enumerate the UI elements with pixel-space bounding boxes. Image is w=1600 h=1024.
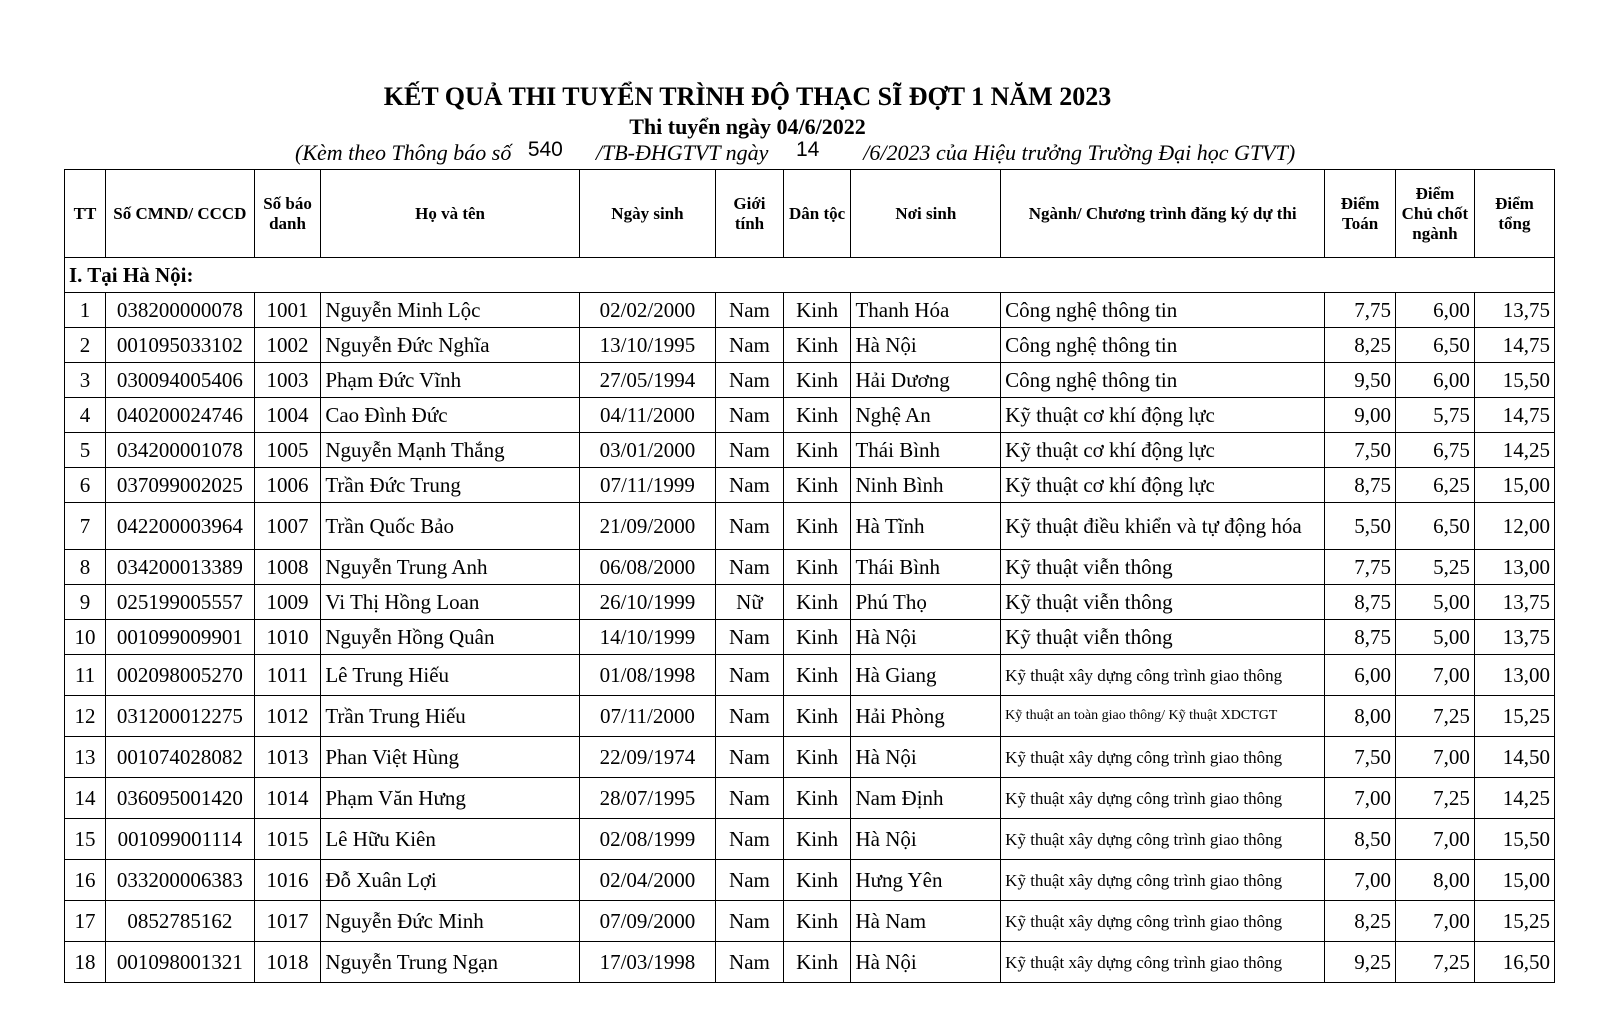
cell-dob: 07/11/2000	[579, 696, 715, 737]
cell-tt: 8	[65, 550, 106, 585]
cell-gender: Nữ	[716, 585, 784, 620]
cell-core: 6,50	[1395, 328, 1474, 363]
cell-ethnic: Kinh	[783, 585, 851, 620]
cell-dob: 07/11/1999	[579, 468, 715, 503]
cell-tt: 9	[65, 585, 106, 620]
cell-birthplace: Hà Nội	[851, 737, 1001, 778]
cell-name: Trần Quốc Bảo	[321, 503, 579, 550]
cell-tt: 17	[65, 901, 106, 942]
cell-dob: 02/08/1999	[579, 819, 715, 860]
cell-ethnic: Kinh	[783, 860, 851, 901]
cell-gender: Nam	[716, 503, 784, 550]
cell-cmnd: 001074028082	[106, 737, 255, 778]
cell-gender: Nam	[716, 328, 784, 363]
cell-total: 14,25	[1474, 778, 1554, 819]
table-row	[65, 819, 1555, 860]
cell-name: Lê Hữu Kiên	[321, 819, 579, 860]
cell-dob: 28/07/1995	[579, 778, 715, 819]
cell-name: Trần Trung Hiếu	[321, 696, 579, 737]
cell-core: 7,00	[1395, 819, 1474, 860]
cell-gender: Nam	[716, 468, 784, 503]
header-birthplace: Nơi sinh	[851, 170, 1001, 258]
cell-cmnd: 002098005270	[106, 655, 255, 696]
cell-core: 8,00	[1395, 860, 1474, 901]
cell-core: 7,00	[1395, 901, 1474, 942]
table-row	[65, 942, 1555, 983]
cell-ethnic: Kinh	[783, 942, 851, 983]
cell-total: 12,00	[1474, 503, 1554, 550]
section-row	[65, 258, 1555, 293]
cell-total: 14,75	[1474, 398, 1554, 433]
cell-core: 6,50	[1395, 503, 1474, 550]
cell-sbd: 1013	[254, 737, 321, 778]
cell-core: 7,25	[1395, 778, 1474, 819]
cell-cmnd: 037099002025	[106, 468, 255, 503]
cell-core: 5,75	[1395, 398, 1474, 433]
cell-birthplace: Hà Nam	[851, 901, 1001, 942]
cell-major: Công nghệ thông tin	[1001, 328, 1325, 363]
cell-core: 7,25	[1395, 696, 1474, 737]
cell-birthplace: Hà Nội	[851, 942, 1001, 983]
note-suffix: /6/2023 của Hiệu trưởng Trường Đại học GTVT)	[863, 140, 1296, 165]
cell-cmnd: 001099009901	[106, 620, 255, 655]
cell-cmnd: 033200006383	[106, 860, 255, 901]
cell-cmnd: 030094005406	[106, 363, 255, 398]
cell-cmnd: 001095033102	[106, 328, 255, 363]
cell-core: 6,00	[1395, 363, 1474, 398]
cell-major: Kỹ thuật điều khiển và tự động hóa	[1001, 503, 1325, 550]
cell-math: 8,00	[1325, 696, 1396, 737]
cell-sbd: 1014	[254, 778, 321, 819]
cell-ethnic: Kinh	[783, 398, 851, 433]
cell-core: 5,00	[1395, 585, 1474, 620]
cell-sbd: 1002	[254, 328, 321, 363]
cell-major: Kỹ thuật cơ khí động lực	[1001, 398, 1325, 433]
cell-tt: 7	[65, 503, 106, 550]
cell-gender: Nam	[716, 778, 784, 819]
cell-ethnic: Kinh	[783, 819, 851, 860]
cell-tt: 5	[65, 433, 106, 468]
cell-total: 13,00	[1474, 655, 1554, 696]
cell-birthplace: Thái Bình	[851, 433, 1001, 468]
cell-major: Công nghệ thông tin	[1001, 293, 1325, 328]
cell-tt: 15	[65, 819, 106, 860]
document-subtitle: Thi tuyển ngày 04/6/2022	[629, 114, 866, 139]
cell-birthplace: Thái Bình	[851, 550, 1001, 585]
cell-name: Nguyễn Đức Nghĩa	[321, 328, 579, 363]
cell-major: Kỹ thuật viễn thông	[1001, 550, 1325, 585]
cell-name: Nguyễn Minh Lộc	[321, 293, 579, 328]
header-dob: Ngày sinh	[579, 170, 715, 258]
cell-cmnd: 036095001420	[106, 778, 255, 819]
cell-birthplace: Hưng Yên	[851, 860, 1001, 901]
header-core: Điểm Chủ chốt ngành	[1395, 170, 1474, 258]
cell-ethnic: Kinh	[783, 503, 851, 550]
cell-major: Kỹ thuật xây dựng công trình giao thông	[1001, 819, 1325, 860]
cell-total: 13,75	[1474, 585, 1554, 620]
cell-tt: 3	[65, 363, 106, 398]
table-row	[65, 293, 1555, 328]
cell-sbd: 1003	[254, 363, 321, 398]
cell-ethnic: Kinh	[783, 737, 851, 778]
table-row	[65, 468, 1555, 503]
table-row	[65, 433, 1555, 468]
cell-gender: Nam	[716, 901, 784, 942]
cell-ethnic: Kinh	[783, 328, 851, 363]
cell-tt: 10	[65, 620, 106, 655]
cell-major: Kỹ thuật cơ khí động lực	[1001, 433, 1325, 468]
header-total: Điểm tổng	[1474, 170, 1554, 258]
cell-math: 8,25	[1325, 901, 1396, 942]
cell-math: 8,75	[1325, 468, 1396, 503]
note-number: 540	[527, 138, 563, 161]
header-gender: Giới tính	[716, 170, 784, 258]
cell-dob: 07/09/2000	[579, 901, 715, 942]
header-math: Điểm Toán	[1325, 170, 1396, 258]
header-cmnd: Số CMND/ CCCD	[106, 170, 255, 258]
cell-gender: Nam	[716, 655, 784, 696]
cell-major: Kỹ thuật viễn thông	[1001, 585, 1325, 620]
cell-name: Nguyễn Mạnh Thắng	[321, 433, 579, 468]
cell-name: Trần Đức Trung	[321, 468, 579, 503]
table-row	[65, 901, 1555, 942]
cell-cmnd: 034200001078	[106, 433, 255, 468]
cell-sbd: 1018	[254, 942, 321, 983]
cell-math: 9,25	[1325, 942, 1396, 983]
table-row	[65, 363, 1555, 398]
cell-ethnic: Kinh	[783, 433, 851, 468]
cell-math: 7,50	[1325, 433, 1396, 468]
cell-birthplace: Hà Nội	[851, 620, 1001, 655]
cell-gender: Nam	[716, 696, 784, 737]
cell-tt: 18	[65, 942, 106, 983]
cell-dob: 06/08/2000	[579, 550, 715, 585]
cell-dob: 17/03/1998	[579, 942, 715, 983]
cell-gender: Nam	[716, 293, 784, 328]
cell-ethnic: Kinh	[783, 293, 851, 328]
cell-birthplace: Ninh Bình	[851, 468, 1001, 503]
cell-ethnic: Kinh	[783, 655, 851, 696]
cell-sbd: 1015	[254, 819, 321, 860]
cell-name: Phạm Đức Vĩnh	[321, 363, 579, 398]
cell-tt: 12	[65, 696, 106, 737]
cell-birthplace: Hải Phòng	[851, 696, 1001, 737]
cell-dob: 26/10/1999	[579, 585, 715, 620]
cell-dob: 14/10/1999	[579, 620, 715, 655]
cell-sbd: 1001	[254, 293, 321, 328]
cell-total: 13,75	[1474, 620, 1554, 655]
cell-major: Kỹ thuật xây dựng công trình giao thông	[1001, 860, 1325, 901]
header-sbd: Số báo danh	[254, 170, 321, 258]
cell-sbd: 1006	[254, 468, 321, 503]
cell-name: Đỗ Xuân Lợi	[321, 860, 579, 901]
cell-major: Kỹ thuật xây dựng công trình giao thông	[1001, 778, 1325, 819]
cell-gender: Nam	[716, 819, 784, 860]
cell-birthplace: Nam Định	[851, 778, 1001, 819]
cell-tt: 4	[65, 398, 106, 433]
cell-tt: 16	[65, 860, 106, 901]
table-header-row	[65, 170, 1555, 258]
note-prefix: (Kèm theo Thông báo số	[295, 140, 512, 165]
cell-ethnic: Kinh	[783, 901, 851, 942]
cell-cmnd: 001098001321	[106, 942, 255, 983]
header-major: Ngành/ Chương trình đăng ký dự thi	[1001, 170, 1325, 258]
header-tt: TT	[65, 170, 106, 258]
cell-math: 8,50	[1325, 819, 1396, 860]
cell-sbd: 1004	[254, 398, 321, 433]
cell-birthplace: Hà Nội	[851, 328, 1001, 363]
table-row	[65, 620, 1555, 655]
cell-core: 5,00	[1395, 620, 1474, 655]
cell-tt: 2	[65, 328, 106, 363]
cell-gender: Nam	[716, 398, 784, 433]
cell-math: 7,00	[1325, 778, 1396, 819]
table-row	[65, 585, 1555, 620]
cell-total: 16,50	[1474, 942, 1554, 983]
cell-sbd: 1011	[254, 655, 321, 696]
cell-core: 7,25	[1395, 942, 1474, 983]
cell-gender: Nam	[716, 433, 784, 468]
cell-gender: Nam	[716, 620, 784, 655]
cell-dob: 27/05/1994	[579, 363, 715, 398]
cell-tt: 6	[65, 468, 106, 503]
cell-name: Vi Thị Hồng Loan	[321, 585, 579, 620]
cell-math: 7,75	[1325, 293, 1396, 328]
cell-sbd: 1010	[254, 620, 321, 655]
cell-dob: 03/01/2000	[579, 433, 715, 468]
cell-dob: 22/09/1974	[579, 737, 715, 778]
cell-core: 5,25	[1395, 550, 1474, 585]
cell-total: 13,00	[1474, 550, 1554, 585]
cell-cmnd: 0852785162	[106, 901, 255, 942]
cell-core: 7,00	[1395, 737, 1474, 778]
cell-math: 5,50	[1325, 503, 1396, 550]
cell-tt: 1	[65, 293, 106, 328]
cell-math: 9,50	[1325, 363, 1396, 398]
cell-birthplace: Nghệ An	[851, 398, 1001, 433]
cell-core: 6,25	[1395, 468, 1474, 503]
cell-cmnd: 001099001114	[106, 819, 255, 860]
cell-name: Nguyễn Đức Minh	[321, 901, 579, 942]
cell-dob: 01/08/1998	[579, 655, 715, 696]
cell-gender: Nam	[716, 737, 784, 778]
cell-cmnd: 040200024746	[106, 398, 255, 433]
cell-ethnic: Kinh	[783, 468, 851, 503]
table-row	[65, 860, 1555, 901]
cell-cmnd: 025199005557	[106, 585, 255, 620]
table-row	[65, 655, 1555, 696]
cell-major: Công nghệ thông tin	[1001, 363, 1325, 398]
cell-major: Kỹ thuật an toàn giao thông/ Kỹ thuật XDCTGT	[1001, 696, 1325, 737]
cell-total: 14,50	[1474, 737, 1554, 778]
cell-name: Nguyễn Trung Ngạn	[321, 942, 579, 983]
cell-birthplace: Hà Tĩnh	[851, 503, 1001, 550]
cell-total: 15,50	[1474, 363, 1554, 398]
cell-ethnic: Kinh	[783, 696, 851, 737]
table-row	[65, 696, 1555, 737]
cell-cmnd: 034200013389	[106, 550, 255, 585]
header-name: Họ và tên	[321, 170, 579, 258]
cell-math: 6,00	[1325, 655, 1396, 696]
cell-math: 9,00	[1325, 398, 1396, 433]
note-day: 14	[795, 138, 820, 161]
cell-sbd: 1016	[254, 860, 321, 901]
cell-math: 8,25	[1325, 328, 1396, 363]
cell-ethnic: Kinh	[783, 363, 851, 398]
cell-math: 7,00	[1325, 860, 1396, 901]
cell-dob: 02/04/2000	[579, 860, 715, 901]
cell-name: Nguyễn Hồng Quân	[321, 620, 579, 655]
cell-core: 6,00	[1395, 293, 1474, 328]
table-row	[65, 778, 1555, 819]
cell-gender: Nam	[716, 942, 784, 983]
cell-name: Lê Trung Hiếu	[321, 655, 579, 696]
table-row	[65, 328, 1555, 363]
cell-math: 7,75	[1325, 550, 1396, 585]
cell-dob: 13/10/1995	[579, 328, 715, 363]
cell-sbd: 1009	[254, 585, 321, 620]
cell-birthplace: Hải Dương	[851, 363, 1001, 398]
cell-math: 8,75	[1325, 620, 1396, 655]
document-title: KẾT QUẢ THI TUYỂN TRÌNH ĐỘ THẠC SĨ ĐỢT 1 NĂM 2023	[383, 82, 1112, 111]
cell-birthplace: Hà Nội	[851, 819, 1001, 860]
cell-total: 15,25	[1474, 696, 1554, 737]
cell-birthplace: Thanh Hóa	[851, 293, 1001, 328]
cell-tt: 11	[65, 655, 106, 696]
cell-sbd: 1012	[254, 696, 321, 737]
cell-gender: Nam	[716, 860, 784, 901]
cell-name: Phạm Văn Hưng	[321, 778, 579, 819]
cell-ethnic: Kinh	[783, 550, 851, 585]
cell-math: 8,75	[1325, 585, 1396, 620]
cell-sbd: 1007	[254, 503, 321, 550]
cell-core: 7,00	[1395, 655, 1474, 696]
cell-total: 15,50	[1474, 819, 1554, 860]
cell-name: Phan Việt Hùng	[321, 737, 579, 778]
cell-major: Kỹ thuật xây dựng công trình giao thông	[1001, 737, 1325, 778]
cell-total: 15,00	[1474, 468, 1554, 503]
cell-total: 13,75	[1474, 293, 1554, 328]
cell-birthplace: Hà Giang	[851, 655, 1001, 696]
cell-dob: 02/02/2000	[579, 293, 715, 328]
cell-gender: Nam	[716, 363, 784, 398]
cell-ethnic: Kinh	[783, 620, 851, 655]
note-mid: /TB-ĐHGTVT ngày	[595, 140, 769, 165]
cell-total: 15,00	[1474, 860, 1554, 901]
cell-name: Nguyễn Trung Anh	[321, 550, 579, 585]
cell-core: 6,75	[1395, 433, 1474, 468]
table-row	[65, 737, 1555, 778]
section-label: I. Tại Hà Nội:	[65, 258, 1555, 293]
header-ethnic: Dân tộc	[783, 170, 851, 258]
cell-major: Kỹ thuật xây dựng công trình giao thông	[1001, 901, 1325, 942]
document-note	[295, 140, 1415, 168]
cell-sbd: 1005	[254, 433, 321, 468]
cell-sbd: 1008	[254, 550, 321, 585]
cell-gender: Nam	[716, 550, 784, 585]
cell-cmnd: 042200003964	[106, 503, 255, 550]
cell-total: 15,25	[1474, 901, 1554, 942]
table-row	[65, 550, 1555, 585]
cell-total: 14,25	[1474, 433, 1554, 468]
results-table	[64, 169, 1555, 983]
table-row	[65, 398, 1555, 433]
cell-tt: 14	[65, 778, 106, 819]
cell-total: 14,75	[1474, 328, 1554, 363]
cell-cmnd: 038200000078	[106, 293, 255, 328]
cell-major: Kỹ thuật xây dựng công trình giao thông	[1001, 655, 1325, 696]
cell-tt: 13	[65, 737, 106, 778]
table-row	[65, 503, 1555, 550]
cell-major: Kỹ thuật viễn thông	[1001, 620, 1325, 655]
cell-ethnic: Kinh	[783, 778, 851, 819]
cell-cmnd: 031200012275	[106, 696, 255, 737]
cell-dob: 21/09/2000	[579, 503, 715, 550]
cell-name: Cao Đình Đức	[321, 398, 579, 433]
cell-sbd: 1017	[254, 901, 321, 942]
cell-dob: 04/11/2000	[579, 398, 715, 433]
cell-major: Kỹ thuật xây dựng công trình giao thông	[1001, 942, 1325, 983]
cell-math: 7,50	[1325, 737, 1396, 778]
cell-major: Kỹ thuật cơ khí động lực	[1001, 468, 1325, 503]
cell-birthplace: Phú Thọ	[851, 585, 1001, 620]
